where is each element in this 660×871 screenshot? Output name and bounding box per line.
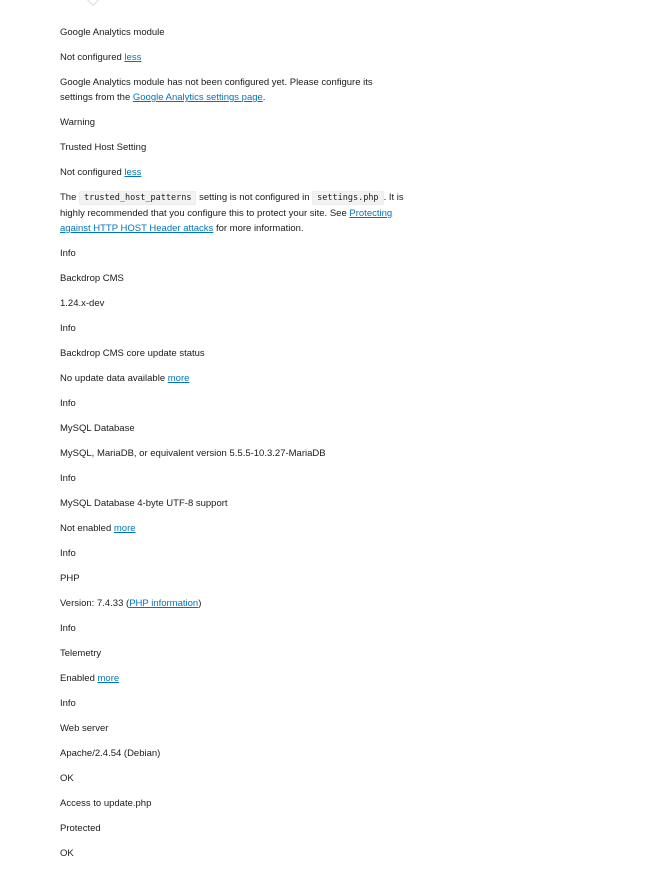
trusted-description bbox=[60, 190, 405, 236]
telemetry-severity: Info bbox=[60, 698, 76, 709]
trusted-severity: Info bbox=[60, 248, 76, 259]
core-update-title: Backdrop CMS core update status bbox=[60, 348, 205, 359]
telemetry-value-text: Enabled bbox=[60, 673, 95, 684]
ga-settings-link[interactable]: Google Analytics settings page bbox=[132, 92, 263, 103]
utf8-value-text: Not enabled bbox=[60, 523, 112, 534]
php-value-close: ) bbox=[198, 598, 202, 609]
telemetry-more-link[interactable]: more bbox=[97, 673, 120, 684]
backdrop-value: 1.24.x-dev bbox=[60, 298, 105, 309]
trusted-code-settings: settings.php bbox=[312, 191, 383, 205]
update-access-value: Protected bbox=[60, 823, 101, 834]
core-update-more-link[interactable]: more bbox=[167, 373, 190, 384]
mysql-value: MySQL, MariaDB, or equivalent version 5.5.5-10.3.27-MariaDB bbox=[60, 448, 326, 459]
php-value bbox=[60, 596, 405, 611]
utf8-severity: Info bbox=[60, 548, 76, 559]
php-title: PHP bbox=[60, 573, 80, 584]
trusted-desc-the: The bbox=[60, 192, 77, 203]
trusted-desc-after: . It is highly recommended that you configure this to protect your site. See bbox=[60, 192, 404, 219]
trusted-value bbox=[60, 165, 405, 180]
ga-title: Google Analytics module bbox=[60, 27, 165, 38]
mysql-severity: Info bbox=[60, 473, 76, 484]
update-access-severity: OK bbox=[60, 848, 74, 859]
core-update-value bbox=[60, 371, 405, 386]
trusted-desc-mid: setting is not configured in bbox=[199, 192, 310, 203]
status-report bbox=[60, 25, 405, 871]
trusted-protecting-link[interactable]: Protecting against HTTP HOST Header attacks bbox=[60, 208, 393, 234]
php-severity: Info bbox=[60, 623, 76, 634]
telemetry-value bbox=[60, 671, 405, 686]
webserver-title: Web server bbox=[60, 723, 109, 734]
utf8-title: MySQL Database 4-byte UTF-8 support bbox=[60, 498, 228, 509]
ga-value bbox=[60, 50, 405, 65]
trusted-title: Trusted Host Setting bbox=[60, 142, 147, 153]
trusted-code-patterns: trusted_host_patterns bbox=[79, 191, 196, 205]
php-version-text: Version: 7.4.33 ( bbox=[60, 598, 130, 609]
ga-description bbox=[60, 75, 405, 105]
dropdown-caret bbox=[86, 0, 100, 6]
update-access-title: Access to update.php bbox=[60, 798, 152, 809]
core-update-value-text: No update data available bbox=[60, 373, 166, 384]
trusted-value-text: Not configured bbox=[60, 167, 122, 178]
php-information-link[interactable]: PHP information bbox=[129, 598, 199, 609]
backdrop-title: Backdrop CMS bbox=[60, 273, 124, 284]
ga-value-text: Not configured bbox=[60, 52, 122, 63]
ga-severity: Warning bbox=[60, 117, 96, 128]
ga-desc-end: . bbox=[262, 92, 266, 103]
ga-desc-text: Google Analytics module has not been configured yet. Please configure its settings from the bbox=[60, 77, 373, 103]
webserver-value: Apache/2.4.54 (Debian) bbox=[60, 748, 161, 759]
mysql-title: MySQL Database bbox=[60, 423, 135, 434]
backdrop-severity: Info bbox=[60, 323, 76, 334]
ga-less-link[interactable]: less bbox=[124, 52, 142, 63]
trusted-less-link[interactable]: less bbox=[124, 167, 142, 178]
telemetry-title: Telemetry bbox=[60, 648, 102, 659]
core-update-severity: Info bbox=[60, 398, 76, 409]
webserver-severity: OK bbox=[60, 773, 74, 784]
utf8-more-link[interactable]: more bbox=[113, 523, 136, 534]
trusted-desc-end: for more information. bbox=[215, 223, 304, 234]
utf8-value bbox=[60, 521, 405, 536]
